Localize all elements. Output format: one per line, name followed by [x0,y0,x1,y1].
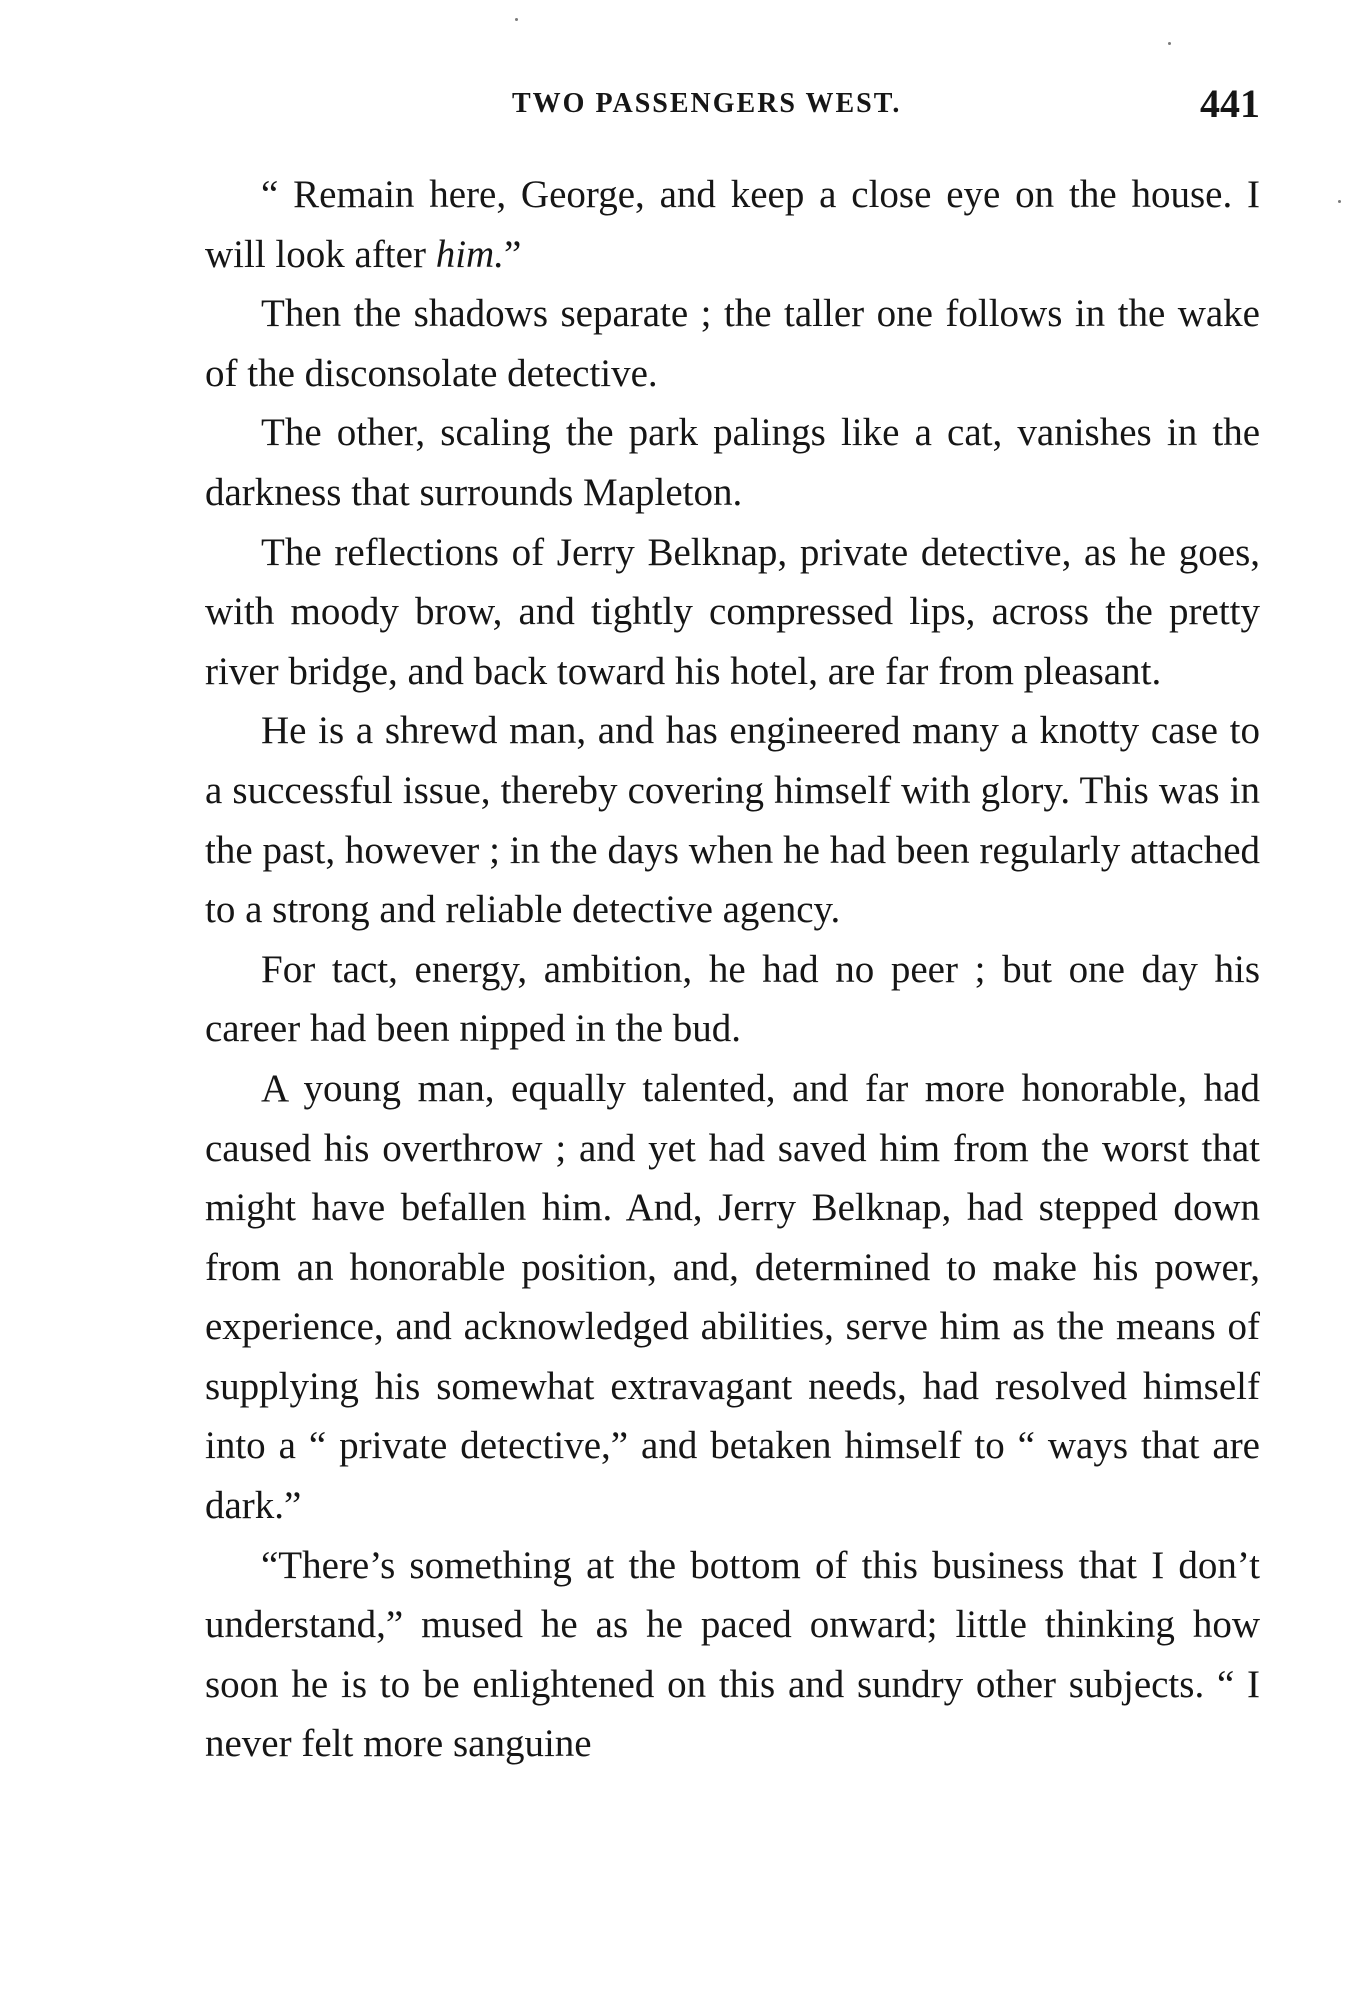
running-head [205,80,1260,130]
paragraph-shrewd-man: He is a shrewd man, and has engineered many a knotty case to a successful issue, thereby covering himself with glory. This was in the past, however ; in the days when he had been regularly attached to a strong and reliable detective agency. [205,709,1260,932]
italic-word: him. [435,232,504,276]
paper-speck [1338,200,1341,203]
closing-quote: ” [503,232,522,276]
paper-speck [1168,42,1171,45]
running-title: TWO PASSENGERS WEST. [512,88,902,119]
paragraph-text: “ Remain here, George, and keep a close eye on the house. I will look after [205,173,1260,276]
paper-speck [515,18,518,21]
paragraph-reflections: The reflections of Jerry Belknap, private detective, as he goes, with moody brow, and tightly compressed lips, across the pretty river bridge, and back toward his hotel, are far from pleasant. [205,530,1260,693]
paragraph-remain-here [205,165,1260,284]
paragraph-scaling-palings: The other, scaling the park palings like a cat, vanishes in the darkness that surrounds Mapleton. [205,411,1260,514]
paragraph-shadows-separate: Then the shadows separate ; the taller one follows in the wake of the disconsolate detective. [205,292,1260,395]
body-text [205,165,1260,1774]
page-number: 441 [1200,81,1260,126]
paragraph-young-man: A young man, equally talented, and far more honorable, had caused his overthrow ; and yet had saved him from the worst that might have befallen him. And, Jerry Belknap, had stepped down from an honorable position, and, determined to make his power, experience, and acknowledged abilities, serve him as the means of supplying his somewhat extravagant needs, had resolved himself into a “ private detective,” and betaken himself to “ ways that are dark.” [205,1066,1260,1528]
paragraph-tact-energy: For tact, energy, ambition, he had no peer ; but one day his career had been nipped in the bud. [205,947,1260,1051]
paragraph-something-at-bottom: “There’s something at the bottom of this business that I don’t understand,” mused he as he paced onward; little thinking how soon he is to be enlightened on this and sundry other subjects. “ I never felt more sanguine [205,1543,1260,1766]
